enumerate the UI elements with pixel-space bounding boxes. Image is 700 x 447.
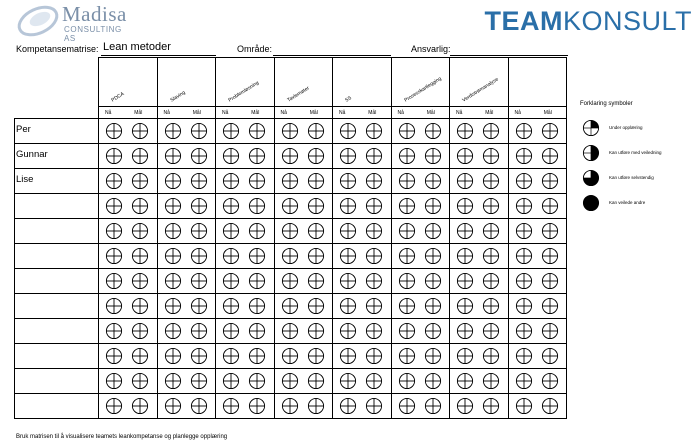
competence-now-icon[interactable]: [456, 297, 474, 315]
column-now-label: Nå: [280, 110, 287, 116]
competence-now-icon[interactable]: [339, 297, 357, 315]
competence-now-icon[interactable]: [456, 122, 474, 140]
competence-now-icon[interactable]: [398, 247, 416, 265]
competence-goal-icon[interactable]: [190, 347, 208, 365]
competence-goal-icon[interactable]: [248, 347, 266, 365]
logo-subtitle: CONSULTING AS: [64, 25, 122, 43]
competence-goal-icon[interactable]: [541, 147, 559, 165]
competence-now-icon[interactable]: [398, 222, 416, 240]
grid-line-row: [14, 218, 566, 219]
competence-now-icon[interactable]: [164, 322, 182, 340]
column-goal-label: Mål: [485, 110, 494, 116]
area-label: Område:: [237, 44, 273, 54]
competence-goal-icon[interactable]: [482, 197, 500, 215]
competence-goal-icon[interactable]: [307, 247, 325, 265]
competence-now-icon[interactable]: [222, 172, 240, 190]
competence-now-icon[interactable]: [456, 347, 474, 365]
competence-goal-icon[interactable]: [541, 397, 559, 415]
grid-line-row: [14, 193, 566, 194]
legend-symbol-icon: [582, 194, 600, 212]
competence-goal-icon[interactable]: [541, 172, 559, 190]
competence-goal-icon[interactable]: [365, 222, 383, 240]
competence-goal-icon[interactable]: [424, 272, 442, 290]
competence-goal-icon[interactable]: [131, 122, 149, 140]
competence-goal-icon[interactable]: [307, 272, 325, 290]
grid-line-column: [98, 57, 99, 419]
competence-goal-icon[interactable]: [541, 372, 559, 390]
competence-goal-icon[interactable]: [190, 222, 208, 240]
competence-goal-icon[interactable]: [365, 347, 383, 365]
column-now-label: Nå: [163, 110, 170, 116]
competence-now-icon[interactable]: [515, 222, 533, 240]
competence-goal-icon[interactable]: [365, 397, 383, 415]
category-header: Tavlemøter: [285, 85, 311, 104]
competence-goal-icon[interactable]: [131, 397, 149, 415]
grid-line-column: [274, 57, 275, 419]
competence-now-icon[interactable]: [456, 247, 474, 265]
competence-goal-icon[interactable]: [248, 222, 266, 240]
grid-line-row: [14, 393, 566, 394]
competence-now-icon[interactable]: [281, 372, 299, 390]
grid-line-column: [508, 57, 509, 419]
competence-now-icon[interactable]: [456, 172, 474, 190]
competence-goal-icon[interactable]: [131, 272, 149, 290]
competence-goal-icon[interactable]: [248, 297, 266, 315]
competence-now-icon[interactable]: [515, 347, 533, 365]
competence-goal-icon[interactable]: [424, 247, 442, 265]
competence-now-icon[interactable]: [281, 297, 299, 315]
competence-goal-icon[interactable]: [190, 247, 208, 265]
competence-now-icon[interactable]: [281, 247, 299, 265]
competence-now-icon[interactable]: [164, 372, 182, 390]
competence-goal-icon[interactable]: [248, 197, 266, 215]
competence-goal-icon[interactable]: [424, 297, 442, 315]
competence-goal-icon[interactable]: [482, 322, 500, 340]
grid-line-column: [391, 57, 392, 419]
competence-goal-icon[interactable]: [248, 322, 266, 340]
competence-goal-icon[interactable]: [190, 397, 208, 415]
grid-line-row: [14, 243, 566, 244]
grid-line-left: [14, 118, 15, 419]
competence-now-icon[interactable]: [339, 372, 357, 390]
column-goal-label: Mål: [309, 110, 318, 116]
competence-now-icon[interactable]: [515, 172, 533, 190]
legend-symbol-icon: [582, 169, 600, 187]
competence-goal-icon[interactable]: [424, 172, 442, 190]
competence-goal-icon[interactable]: [424, 397, 442, 415]
competence-now-icon[interactable]: [456, 397, 474, 415]
grid-line-row: [14, 343, 566, 344]
competence-now-icon[interactable]: [281, 322, 299, 340]
competence-goal-icon[interactable]: [307, 222, 325, 240]
competence-goal-icon[interactable]: [131, 172, 149, 190]
logo-name: Madisa: [62, 2, 127, 26]
competence-now-icon[interactable]: [398, 397, 416, 415]
competence-now-icon[interactable]: [222, 397, 240, 415]
competence-now-icon[interactable]: [456, 147, 474, 165]
column-goal-label: Mål: [134, 110, 143, 116]
competence-now-icon[interactable]: [222, 372, 240, 390]
competence-now-icon[interactable]: [515, 397, 533, 415]
grid-line-row: [14, 293, 566, 294]
competence-goal-icon[interactable]: [424, 122, 442, 140]
competence-goal-icon[interactable]: [190, 297, 208, 315]
column-now-label: Nå: [339, 110, 346, 116]
competence-now-icon[interactable]: [105, 272, 123, 290]
competence-now-icon[interactable]: [105, 222, 123, 240]
competence-goal-icon[interactable]: [248, 372, 266, 390]
competence-goal-icon[interactable]: [365, 122, 383, 140]
competence-goal-icon[interactable]: [131, 222, 149, 240]
competence-goal-icon[interactable]: [424, 222, 442, 240]
competence-now-icon[interactable]: [456, 272, 474, 290]
grid-line-column: [332, 57, 333, 419]
competence-goal-icon[interactable]: [307, 322, 325, 340]
competence-now-icon[interactable]: [515, 322, 533, 340]
competence-goal-icon[interactable]: [307, 172, 325, 190]
competence-now-icon[interactable]: [105, 147, 123, 165]
competence-goal-icon[interactable]: [541, 197, 559, 215]
competence-now-icon[interactable]: [456, 372, 474, 390]
competence-now-icon[interactable]: [398, 272, 416, 290]
competence-now-icon[interactable]: [222, 122, 240, 140]
competence-now-icon[interactable]: [456, 322, 474, 340]
column-goal-label: Mål: [368, 110, 377, 116]
grid-line-row: [14, 168, 566, 169]
grid-line-column: [566, 57, 567, 419]
competence-now-icon[interactable]: [398, 147, 416, 165]
competence-now-icon[interactable]: [339, 147, 357, 165]
competence-now-icon[interactable]: [222, 197, 240, 215]
competence-goal-icon[interactable]: [131, 297, 149, 315]
column-now-label: Nå: [222, 110, 229, 116]
competence-now-icon[interactable]: [515, 197, 533, 215]
competence-goal-icon[interactable]: [541, 247, 559, 265]
competence-goal-icon[interactable]: [131, 347, 149, 365]
competence-goal-icon[interactable]: [482, 297, 500, 315]
column-now-label: Nå: [105, 110, 112, 116]
competence-now-icon[interactable]: [339, 347, 357, 365]
competence-goal-icon[interactable]: [131, 197, 149, 215]
competence-goal-icon[interactable]: [482, 247, 500, 265]
competence-now-icon[interactable]: [281, 172, 299, 190]
competence-goal-icon[interactable]: [365, 322, 383, 340]
brand-konsult: KONSULT: [562, 6, 692, 36]
competence-goal-icon[interactable]: [482, 222, 500, 240]
competence-now-icon[interactable]: [339, 322, 357, 340]
competence-now-icon[interactable]: [398, 372, 416, 390]
competence-now-icon[interactable]: [515, 372, 533, 390]
legend-title: Forklaring symboler: [580, 101, 633, 107]
competence-goal-icon[interactable]: [131, 147, 149, 165]
competence-goal-icon[interactable]: [541, 222, 559, 240]
competence-now-icon[interactable]: [105, 122, 123, 140]
column-now-label: Nå: [514, 110, 521, 116]
grid-line-column: [449, 57, 450, 419]
competence-goal-icon[interactable]: [541, 122, 559, 140]
brand-team: TEAM: [484, 6, 563, 36]
competence-goal-icon[interactable]: [248, 122, 266, 140]
competence-goal-icon[interactable]: [541, 347, 559, 365]
person-name: Gunnar: [16, 149, 48, 160]
competence-goal-icon[interactable]: [307, 347, 325, 365]
competence-now-icon[interactable]: [339, 172, 357, 190]
person-name: Lise: [16, 174, 34, 185]
category-header: PDCA: [110, 91, 126, 104]
grid-line-row: [14, 143, 566, 144]
competence-goal-icon[interactable]: [307, 197, 325, 215]
category-header: Problemløsning: [227, 80, 261, 104]
competence-now-icon[interactable]: [339, 272, 357, 290]
competence-goal-icon[interactable]: [131, 372, 149, 390]
competence-goal-icon[interactable]: [541, 322, 559, 340]
legend-label: Kan utføre selvstendig: [609, 175, 654, 180]
competence-goal-icon[interactable]: [365, 172, 383, 190]
competence-now-icon[interactable]: [105, 197, 123, 215]
competence-goal-icon[interactable]: [190, 272, 208, 290]
competence-now-icon[interactable]: [222, 347, 240, 365]
legend-symbol-icon: [582, 144, 600, 162]
competence-now-icon[interactable]: [222, 147, 240, 165]
competence-goal-icon[interactable]: [307, 397, 325, 415]
category-header: Prosesskartlegging: [402, 75, 443, 104]
competence-now-icon[interactable]: [164, 247, 182, 265]
competence-goal-icon[interactable]: [131, 322, 149, 340]
competence-now-icon[interactable]: [222, 322, 240, 340]
competence-now-icon[interactable]: [398, 347, 416, 365]
competence-now-icon[interactable]: [398, 197, 416, 215]
competence-now-icon[interactable]: [222, 222, 240, 240]
competence-now-icon[interactable]: [281, 347, 299, 365]
competence-goal-icon[interactable]: [365, 372, 383, 390]
competence-goal-icon[interactable]: [190, 147, 208, 165]
competence-goal-icon[interactable]: [541, 297, 559, 315]
grid-line-header: [14, 118, 566, 119]
competence-now-icon[interactable]: [164, 272, 182, 290]
competence-now-icon[interactable]: [515, 147, 533, 165]
column-goal-label: Mål: [543, 110, 552, 116]
competence-now-icon[interactable]: [456, 222, 474, 240]
competence-goal-icon[interactable]: [248, 397, 266, 415]
competence-goal-icon[interactable]: [365, 272, 383, 290]
matrix-label: Kompetansematrise:: [16, 44, 99, 54]
competence-goal-icon[interactable]: [248, 247, 266, 265]
column-goal-label: Mål: [426, 110, 435, 116]
competence-goal-icon[interactable]: [424, 347, 442, 365]
grid-line-row: [14, 268, 566, 269]
grid-line-row: [14, 368, 566, 369]
competence-now-icon[interactable]: [281, 147, 299, 165]
competence-now-icon[interactable]: [105, 247, 123, 265]
grid-line-row: [14, 418, 566, 419]
legend-symbol-icon: [582, 119, 600, 137]
competence-now-icon[interactable]: [339, 122, 357, 140]
competence-goal-icon[interactable]: [424, 372, 442, 390]
competence-goal-icon[interactable]: [424, 322, 442, 340]
column-now-label: Nå: [397, 110, 404, 116]
competence-now-icon[interactable]: [164, 147, 182, 165]
legend-label: Kan veilede andre: [609, 200, 646, 205]
competence-now-icon[interactable]: [398, 172, 416, 190]
competence-goal-icon[interactable]: [190, 172, 208, 190]
competence-goal-icon[interactable]: [190, 322, 208, 340]
competence-now-icon[interactable]: [339, 397, 357, 415]
competence-goal-icon[interactable]: [482, 172, 500, 190]
competence-now-icon[interactable]: [339, 222, 357, 240]
grid-line-column: [215, 57, 216, 419]
competence-goal-icon[interactable]: [190, 122, 208, 140]
competence-now-icon[interactable]: [281, 397, 299, 415]
competence-goal-icon[interactable]: [482, 272, 500, 290]
competence-now-icon[interactable]: [105, 172, 123, 190]
competence-goal-icon[interactable]: [365, 147, 383, 165]
competence-goal-icon[interactable]: [248, 172, 266, 190]
competence-now-icon[interactable]: [164, 347, 182, 365]
competence-goal-icon[interactable]: [307, 122, 325, 140]
competence-goal-icon[interactable]: [307, 297, 325, 315]
competence-now-icon[interactable]: [164, 172, 182, 190]
competence-now-icon[interactable]: [281, 197, 299, 215]
competence-goal-icon[interactable]: [482, 122, 500, 140]
footer-note: Bruk matrisen til å visualisere teamets leankompetanse og planlegge opplæring: [16, 434, 228, 440]
competence-now-icon[interactable]: [105, 397, 123, 415]
competence-goal-icon[interactable]: [482, 397, 500, 415]
category-header: Verdistrømanalyse: [461, 76, 500, 104]
competence-now-icon[interactable]: [281, 122, 299, 140]
competence-now-icon[interactable]: [339, 247, 357, 265]
competence-now-icon[interactable]: [515, 272, 533, 290]
legend-label: Under opplæring: [609, 125, 643, 130]
competence-now-icon[interactable]: [281, 272, 299, 290]
legend-label: Kan utføre med veiledning: [609, 150, 662, 155]
competence-goal-icon[interactable]: [424, 147, 442, 165]
competence-now-icon[interactable]: [164, 122, 182, 140]
competence-now-icon[interactable]: [222, 272, 240, 290]
competence-now-icon[interactable]: [105, 347, 123, 365]
competence-now-icon[interactable]: [398, 322, 416, 340]
competence-now-icon[interactable]: [515, 297, 533, 315]
column-now-label: Nå: [456, 110, 463, 116]
grid-line-row: [14, 318, 566, 319]
competence-goal-icon[interactable]: [482, 347, 500, 365]
competence-goal-icon[interactable]: [365, 197, 383, 215]
competence-goal-icon[interactable]: [482, 372, 500, 390]
competence-now-icon[interactable]: [222, 247, 240, 265]
competence-goal-icon[interactable]: [365, 297, 383, 315]
competence-goal-icon[interactable]: [365, 247, 383, 265]
grid-line-column: [157, 57, 158, 419]
competence-now-icon[interactable]: [164, 297, 182, 315]
competence-goal-icon[interactable]: [248, 272, 266, 290]
competence-now-icon[interactable]: [164, 197, 182, 215]
competence-now-icon[interactable]: [164, 397, 182, 415]
responsible-label: Ansvarlig:: [411, 44, 451, 54]
column-goal-label: Mål: [251, 110, 260, 116]
competence-now-icon[interactable]: [281, 222, 299, 240]
column-goal-label: Mål: [192, 110, 201, 116]
competence-goal-icon[interactable]: [307, 372, 325, 390]
competence-goal-icon[interactable]: [248, 147, 266, 165]
competence-now-icon[interactable]: [398, 297, 416, 315]
competence-now-icon[interactable]: [105, 322, 123, 340]
matrix-value[interactable]: Lean metoder: [103, 41, 171, 53]
competence-goal-icon[interactable]: [190, 197, 208, 215]
competence-goal-icon[interactable]: [541, 272, 559, 290]
competence-now-icon[interactable]: [339, 197, 357, 215]
competence-now-icon[interactable]: [398, 122, 416, 140]
competence-now-icon[interactable]: [222, 297, 240, 315]
category-header: 5S: [344, 95, 353, 104]
competence-goal-icon[interactable]: [131, 247, 149, 265]
competence-goal-icon[interactable]: [482, 147, 500, 165]
competence-goal-icon[interactable]: [424, 197, 442, 215]
competence-now-icon[interactable]: [515, 247, 533, 265]
competence-goal-icon[interactable]: [190, 372, 208, 390]
competence-goal-icon[interactable]: [307, 147, 325, 165]
competence-now-icon[interactable]: [164, 222, 182, 240]
category-header: Slaving: [168, 89, 187, 104]
competence-now-icon[interactable]: [105, 372, 123, 390]
person-name: Per: [16, 124, 31, 135]
competence-now-icon[interactable]: [105, 297, 123, 315]
competence-now-icon[interactable]: [456, 197, 474, 215]
competence-now-icon[interactable]: [515, 122, 533, 140]
